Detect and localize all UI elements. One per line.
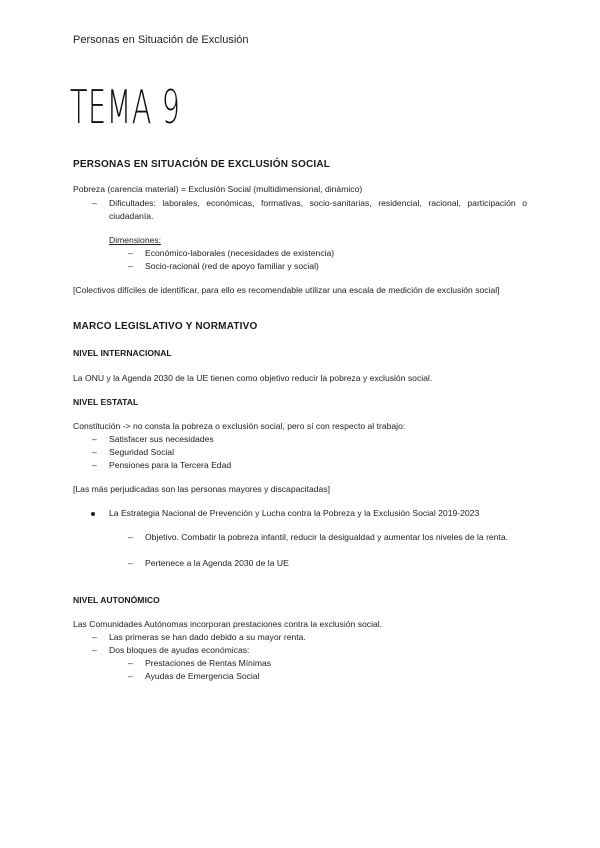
bullet-dot xyxy=(91,512,95,516)
estrategia-bullet: La Estrategia Nacional de Prevención y Lucha contra la Pobreza y la Exclusión Social 2019-2023 xyxy=(109,508,480,518)
dimension-item: – Económico-laborales (necesidades de existencia) xyxy=(145,247,334,260)
internacional-text: La ONU y la Agenda 2030 de la UE tienen como objetivo reducir la pobreza y exclusión social. xyxy=(73,373,433,383)
autonomico-item: – Dos bloques de ayudas económicas: xyxy=(109,644,249,657)
section-heading-marco: MARCO LEGISLATIVO Y NORMATIVO xyxy=(73,321,258,332)
heading-nivel-autonomico: NIVEL AUTONÓMICO xyxy=(73,595,160,605)
heading-nivel-estatal: NIVEL ESTATAL xyxy=(73,397,139,407)
colectivos-note: [Colectivos difíciles de identificar, para ello es recomendable utilizar una escala de medición de exclusión social] xyxy=(73,285,500,295)
estatal-item: – Seguridad Social xyxy=(109,446,174,459)
dificultades-item: – Dificultades: laborales, económicas, formativas, socio-sanitarias, residencial, racional, participación o ciudadanía. xyxy=(109,197,527,223)
estatal-item: – Satisfacer sus necesidades xyxy=(109,433,214,446)
autonomico-text: Las Comunidades Autónomas incorporan prestaciones contra la exclusión social. xyxy=(73,619,383,629)
autonomico-sub-item: – Prestaciones de Rentas Mínimas xyxy=(145,657,271,670)
intro-text: Pobreza (carencia material) = Exclusión Social (multidimensional, dinámico) xyxy=(73,184,363,194)
autonomico-item: – Las primeras se han dado debido a su mayor renta. xyxy=(109,631,306,644)
heading-nivel-internacional: NIVEL INTERNACIONAL xyxy=(73,348,172,358)
autonomico-sub-item: – Ayudas de Emergencia Social xyxy=(145,670,260,683)
estatal-item: – Pensiones para la Tercera Edad xyxy=(109,459,231,472)
estatal-note: [Las más perjudicadas son las personas mayores y discapacitadas] xyxy=(73,484,330,494)
estatal-text: Constitución -> no consta la pobreza o exclusión social, pero sí con respecto al trabajo: xyxy=(73,421,406,431)
section-heading-exclusion: PERSONAS EN SITUACIÓN DE EXCLUSIÓN SOCIAL xyxy=(73,159,331,170)
estrategia-sub-item: – Objetivo. Combatir la pobreza infantil, reducir la desigualdad y aumentar los niveles de la renta. xyxy=(145,531,527,544)
estrategia-sub-item: – Pertenece a la Agenda 2030 de la UE xyxy=(145,557,289,570)
page-title: TEMA 9 xyxy=(70,80,181,134)
dimensiones-label: Dimensiones: xyxy=(109,235,162,245)
dimension-item: – Socio-racional (red de apoyo familiar y social) xyxy=(145,260,319,273)
page-header: Personas en Situación de Exclusión xyxy=(73,34,249,46)
